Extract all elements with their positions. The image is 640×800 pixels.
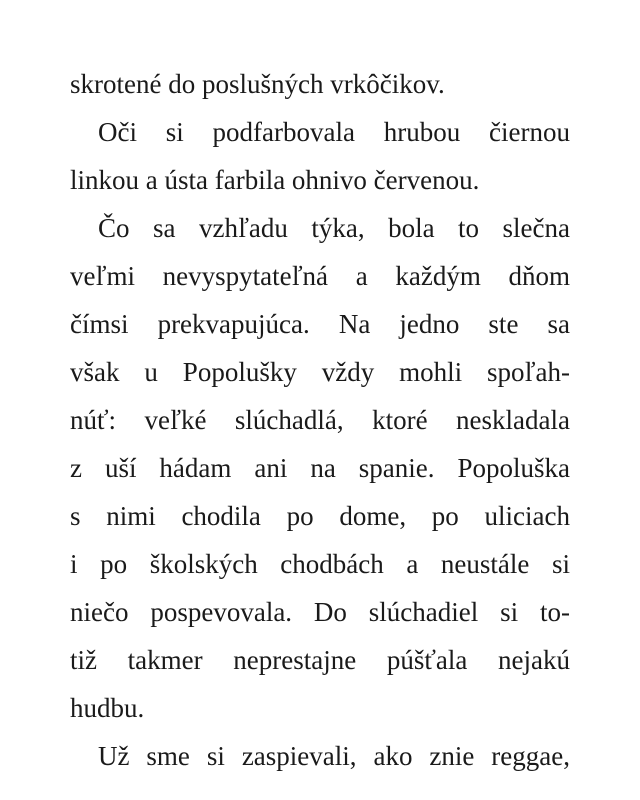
text-line: linkou a ústa farbila ohnivo červenou.	[70, 165, 480, 195]
text-line: tiž takmer neprestajne púšťala nejakú	[70, 645, 570, 675]
text-line: núť: veľké slúchadlá, ktoré neskladala	[70, 405, 570, 435]
text-line: z uší hádam ani na spanie. Popoluška	[70, 453, 570, 483]
text-line: i po školských chodbách a neustále si	[70, 549, 570, 579]
text-line: hudbu.	[70, 693, 145, 723]
text-line: však u Popolušky vždy mohli spoľah-	[70, 357, 570, 387]
text-line: s nimi chodila po dome, po uliciach	[70, 501, 570, 531]
body-text	[70, 60, 570, 780]
paragraph-first-line: Čo sa vzhľadu týka, bola to slečna	[98, 213, 570, 243]
paragraph-first-line: Oči si podfarbovala hrubou čiernou	[98, 117, 570, 147]
text-line: čímsi prekvapujúca. Na jedno ste sa	[70, 309, 570, 339]
text-line: veľmi nevyspytateľná a každým dňom	[70, 261, 570, 291]
text-line: niečo pospevovala. Do slúchadiel si to-	[70, 597, 570, 627]
paragraph-first-line: Už sme si zaspievali, ako znie reggae,	[98, 741, 570, 771]
text-line: skrotené do poslušných vrkôčikov.	[70, 69, 445, 99]
